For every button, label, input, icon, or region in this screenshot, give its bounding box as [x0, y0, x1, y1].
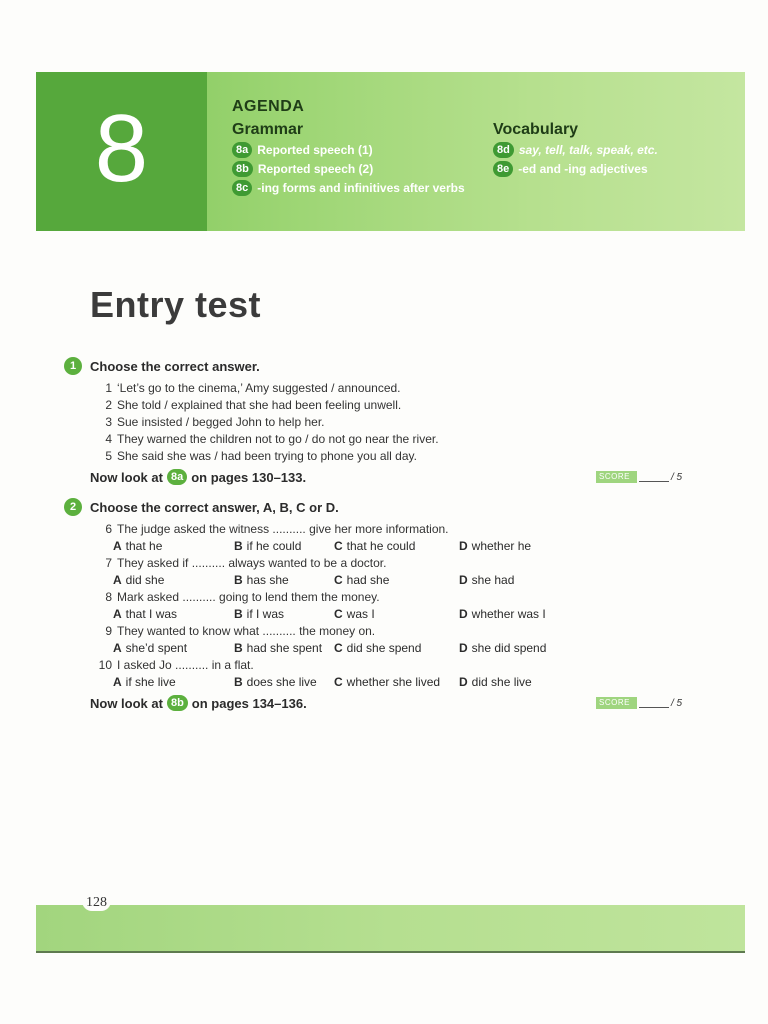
question-number: 1: [105, 381, 112, 395]
option-b: B had she spent: [234, 641, 323, 655]
option-d: D she had: [459, 573, 515, 587]
footer-band: [36, 905, 745, 951]
question-number: 5: [105, 449, 112, 463]
exercise-1-heading: [64, 357, 260, 375]
vocabulary-title: Vocabulary: [493, 121, 579, 138]
now-look-pages: on pages 134–136.: [191, 695, 307, 711]
agenda-item-label: -ed and -ing adjectives: [518, 162, 648, 176]
grammar-title: Grammar: [232, 121, 304, 138]
question-text: They wanted to know what .......... the money on.: [117, 624, 376, 638]
section-code-badge: 8c: [232, 180, 252, 196]
option-c: C did she spend: [334, 641, 422, 655]
option-d: D whether was I: [459, 607, 546, 621]
now-look-pages: on pages 130–133.: [191, 469, 307, 485]
footer-rule: [36, 951, 745, 953]
options-row-10: [113, 674, 673, 691]
unit-banner: [36, 72, 745, 231]
section-code-badge: 8a: [232, 142, 252, 158]
question-text: They warned the children not to go / do not go near the river.: [117, 432, 439, 446]
question-10: [94, 657, 254, 674]
agenda-item-8c: [232, 180, 465, 196]
agenda-item-8b: [232, 161, 373, 177]
section-code-badge: 8a: [167, 469, 187, 485]
score-box-2: [596, 697, 682, 709]
question-text: Mark asked .......... going to lend them the money.: [117, 590, 380, 604]
agenda-title: AGENDA: [232, 98, 305, 115]
option-d: D did she live: [459, 675, 532, 689]
now-look-prefix: Now look at: [90, 695, 163, 711]
agenda-item-8e: [493, 161, 648, 177]
question-9: [94, 623, 375, 640]
score-blank: [639, 472, 669, 482]
page-number: 128: [82, 895, 111, 911]
question-7: [94, 555, 386, 572]
question-5: [94, 448, 417, 465]
option-a: A if she live: [113, 675, 176, 689]
agenda-item-label: say, tell, talk, speak, etc.: [518, 143, 658, 157]
option-d: D she did spend: [459, 641, 547, 655]
now-look-8a: [90, 469, 306, 485]
question-8: [94, 589, 380, 606]
now-look-8b: [90, 695, 307, 711]
option-b: B does she live: [234, 675, 317, 689]
option-c: C had she: [334, 573, 390, 587]
page-title: Entry test: [90, 284, 262, 325]
question-number: 6: [105, 522, 112, 536]
section-code-badge: 8b: [232, 161, 253, 177]
question-3: [94, 414, 325, 431]
option-c: C was I: [334, 607, 375, 621]
option-c: C whether she lived: [334, 675, 441, 689]
question-text: Sue insisted / begged John to help her.: [117, 415, 325, 429]
question-number: 9: [105, 624, 112, 638]
option-a: A she’d spent: [113, 641, 188, 655]
options-row-7: [113, 572, 673, 589]
question-text: ‘Let’s go to the cinema,’ Amy suggested / announced.: [117, 381, 401, 395]
question-6: [94, 521, 449, 538]
question-number: 7: [105, 556, 112, 570]
now-look-prefix: Now look at: [90, 469, 163, 485]
options-row-6: [113, 538, 673, 555]
agenda-item-8a: [232, 142, 373, 158]
question-number: 4: [105, 432, 112, 446]
option-a: A did she: [113, 573, 165, 587]
score-label: SCORE: [596, 697, 637, 709]
score-total: / 5: [671, 697, 683, 709]
question-number: 3: [105, 415, 112, 429]
question-text: The judge asked the witness .......... give her more information.: [117, 522, 449, 536]
section-code-badge: 8e: [493, 161, 513, 177]
option-c: C that he could: [334, 539, 416, 553]
question-text: I asked Jo .......... in a flat.: [117, 658, 254, 672]
section-code-badge: 8b: [167, 695, 188, 711]
exercise-instruction: Choose the correct answer.: [90, 358, 260, 374]
score-box-1: [596, 471, 682, 483]
option-b: B if I was: [234, 607, 285, 621]
unit-number-box: [36, 72, 207, 231]
question-1: [94, 380, 401, 397]
question-text: They asked if .......... always wanted to be a doctor.: [117, 556, 387, 570]
question-text: She said she was / had been trying to phone you all day.: [117, 449, 417, 463]
question-text: She told / explained that she had been feeling unwell.: [117, 398, 402, 412]
score-label: SCORE: [596, 471, 637, 483]
question-number: 10: [98, 658, 112, 672]
exercise-instruction: Choose the correct answer, A, B, C or D.: [90, 499, 339, 515]
question-number: 2: [105, 398, 112, 412]
options-row-8: [113, 606, 673, 623]
question-4: [94, 431, 439, 448]
agenda-item-label: Reported speech (2): [257, 162, 374, 176]
agenda-item-label: Reported speech (1): [257, 143, 373, 157]
option-b: B if he could: [234, 539, 302, 553]
agenda-item-8d: [493, 142, 658, 158]
score-total: / 5: [671, 471, 683, 483]
exercise-2-heading: [64, 498, 339, 516]
option-d: D whether he: [459, 539, 532, 553]
exercise-number-badge: 2: [64, 498, 82, 516]
options-row-9: [113, 640, 673, 657]
option-b: B has she: [234, 573, 289, 587]
exercise-number-badge: 1: [64, 357, 82, 375]
score-blank: [639, 698, 669, 708]
option-a: A that he: [113, 539, 163, 553]
section-code-badge: 8d: [493, 142, 514, 158]
agenda-item-label: -ing forms and infinitives after verbs: [257, 181, 465, 195]
question-2: [94, 397, 401, 414]
option-a: A that I was: [113, 607, 178, 621]
unit-number: 8: [94, 95, 149, 202]
question-number: 8: [105, 590, 112, 604]
